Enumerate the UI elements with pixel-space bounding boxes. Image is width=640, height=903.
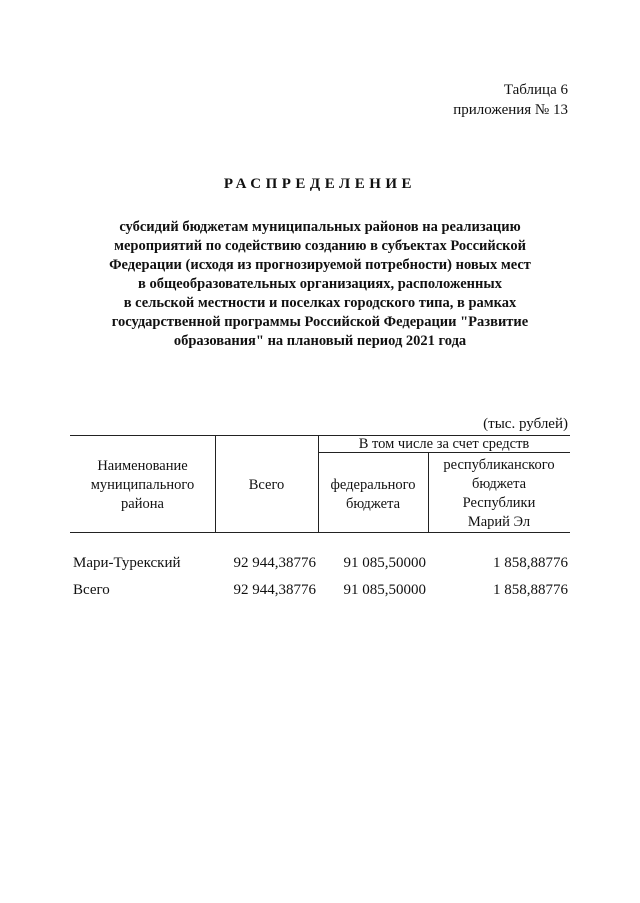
subtitle-line: в общеобразовательных организациях, расположенных bbox=[138, 276, 502, 292]
row-district-name: Мари-Турекский bbox=[73, 555, 181, 571]
document-title: РАСПРЕДЕЛЕНИЕ bbox=[223, 176, 417, 192]
header-name bbox=[70, 457, 215, 514]
appendix-number: приложения № 13 bbox=[453, 102, 568, 118]
subtitle-line: мероприятий по содействию созданию в субъектах Российской bbox=[114, 238, 526, 254]
header-federal-line: федерального bbox=[330, 477, 416, 493]
table-row bbox=[70, 555, 570, 577]
subtitle-line: в сельской местности и поселках городского типа, в рамках bbox=[123, 295, 517, 311]
header-republic bbox=[428, 456, 570, 532]
header-group-label: В том числе за счет средств bbox=[358, 436, 530, 452]
row-total-value: 92 944,38776 bbox=[233, 555, 316, 571]
row-federal-value: 91 085,50000 bbox=[343, 582, 426, 598]
header-total bbox=[215, 476, 318, 495]
header-group bbox=[318, 435, 570, 454]
header-total-label: Всего bbox=[248, 477, 285, 493]
row-federal-value: 91 085,50000 bbox=[343, 555, 426, 571]
header-name-line: Наименование bbox=[97, 458, 188, 474]
table-number: Таблица 6 bbox=[503, 82, 568, 98]
header-republic-line: бюджета bbox=[471, 476, 527, 492]
table-reference bbox=[453, 80, 568, 120]
document-subtitle bbox=[40, 218, 600, 351]
header-republic-line: республиканского bbox=[443, 457, 555, 473]
header-republic-line: Марий Эл bbox=[467, 514, 531, 530]
units-label: (тыс. рублей) bbox=[483, 416, 568, 432]
header-name-line: района bbox=[121, 496, 164, 512]
subtitle-line: Федерации (исходя из прогнозируемой потребности) новых мест bbox=[109, 257, 531, 273]
header-federal bbox=[318, 476, 428, 514]
table-total-row bbox=[70, 582, 570, 604]
header-republic-line: Республики bbox=[462, 495, 536, 511]
row-total-value: 92 944,38776 bbox=[233, 582, 316, 598]
row-republic-value: 1 858,88776 bbox=[493, 555, 568, 571]
subtitle-line: субсидий бюджетам муниципальных районов на реализацию bbox=[119, 219, 521, 235]
row-republic-value: 1 858,88776 bbox=[493, 582, 568, 598]
header-federal-line: бюджета bbox=[345, 496, 401, 512]
row-total-label: Всего bbox=[73, 582, 110, 598]
header-name-line: муниципального bbox=[90, 477, 195, 493]
subtitle-line: государственной программы Российской Федерации "Развитие bbox=[111, 314, 529, 330]
table-header-bottom-rule bbox=[70, 532, 570, 533]
subtitle-line: образования" на плановый период 2021 года bbox=[173, 333, 467, 349]
